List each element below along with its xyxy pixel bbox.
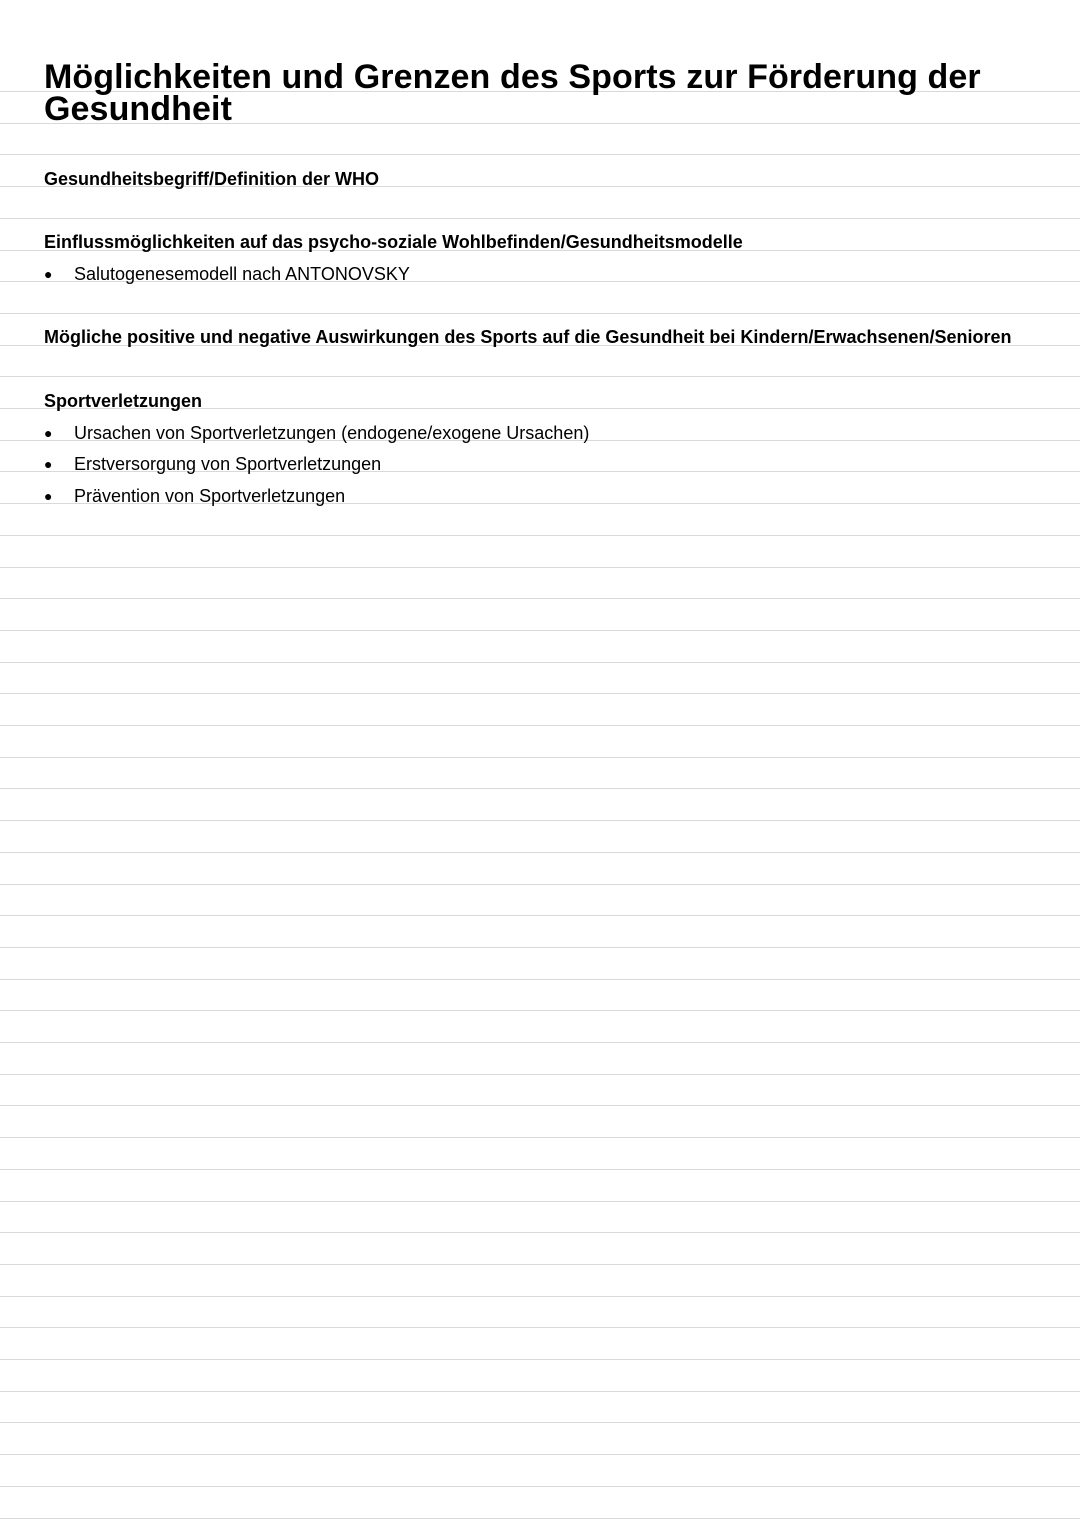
list-item-salutogenesis bbox=[44, 263, 410, 285]
ruled-line bbox=[0, 1010, 1080, 1011]
ruled-line bbox=[0, 1454, 1080, 1455]
ruled-line bbox=[0, 662, 1080, 663]
ruled-line bbox=[0, 757, 1080, 758]
list-item-text: Salutogenesemodell nach ANTONOVSKY bbox=[74, 264, 410, 284]
ruled-line bbox=[0, 1518, 1080, 1519]
section-heading-sport-injuries: Sportverletzungen bbox=[44, 391, 203, 411]
ruled-line bbox=[0, 915, 1080, 916]
ruled-line bbox=[0, 1137, 1080, 1138]
ruled-line bbox=[0, 1201, 1080, 1202]
ruled-line bbox=[0, 1232, 1080, 1233]
ruled-line bbox=[0, 693, 1080, 694]
list-item-first-aid bbox=[44, 453, 381, 475]
bullet-icon: ● bbox=[44, 456, 53, 472]
bullet-icon: ● bbox=[44, 488, 53, 504]
ruled-line bbox=[0, 1042, 1080, 1043]
ruled-line bbox=[0, 630, 1080, 631]
ruled-line bbox=[0, 1074, 1080, 1075]
ruled-line bbox=[0, 852, 1080, 853]
ruled-line bbox=[0, 1264, 1080, 1265]
ruled-line bbox=[0, 313, 1080, 314]
ruled-line bbox=[0, 947, 1080, 948]
ruled-line bbox=[0, 788, 1080, 789]
ruled-line bbox=[0, 1169, 1080, 1170]
list-item-text: Prävention von Sportverletzungen bbox=[74, 486, 346, 506]
ruled-line bbox=[0, 154, 1080, 155]
document-title: Möglichkeiten und Grenzen des Sports zur Förderung der Gesundheit bbox=[44, 58, 981, 128]
ruled-line bbox=[0, 1391, 1080, 1392]
list-item-text: Erstversorgung von Sportverletzungen bbox=[74, 454, 382, 474]
ruled-line bbox=[0, 1359, 1080, 1360]
ruled-line bbox=[0, 218, 1080, 219]
ruled-line bbox=[0, 1105, 1080, 1106]
ruled-line bbox=[0, 1296, 1080, 1297]
ruled-line bbox=[0, 884, 1080, 885]
ruled-line bbox=[0, 979, 1080, 980]
ruled-line bbox=[0, 535, 1080, 536]
list-item-text: Ursachen von Sportverletzungen (endogene/exogene Ursachen) bbox=[74, 423, 590, 443]
ruled-line bbox=[0, 1422, 1080, 1423]
ruled-line bbox=[0, 567, 1080, 568]
section-heading-sport-effects: Mögliche positive und negative Auswirkungen des Sports auf die Gesundheit bei Kindern/Erwachsenen/Senioren bbox=[44, 327, 1012, 347]
ruled-line bbox=[0, 725, 1080, 726]
list-item-prevention bbox=[44, 485, 345, 507]
ruled-line bbox=[0, 1327, 1080, 1328]
section-heading-who-definition: Gesundheitsbegriff/Definition der WHO bbox=[44, 169, 380, 189]
ruled-line bbox=[0, 376, 1080, 377]
bullet-icon: ● bbox=[44, 266, 53, 282]
list-item-injury-causes bbox=[44, 422, 589, 444]
ruled-line bbox=[0, 1486, 1080, 1487]
ruled-line bbox=[0, 598, 1080, 599]
section-heading-wellbeing-models: Einflussmöglichkeiten auf das psycho-soziale Wohlbefinden/Gesundheitsmodelle bbox=[44, 232, 743, 252]
ruled-line bbox=[0, 820, 1080, 821]
bullet-icon: ● bbox=[44, 425, 53, 441]
